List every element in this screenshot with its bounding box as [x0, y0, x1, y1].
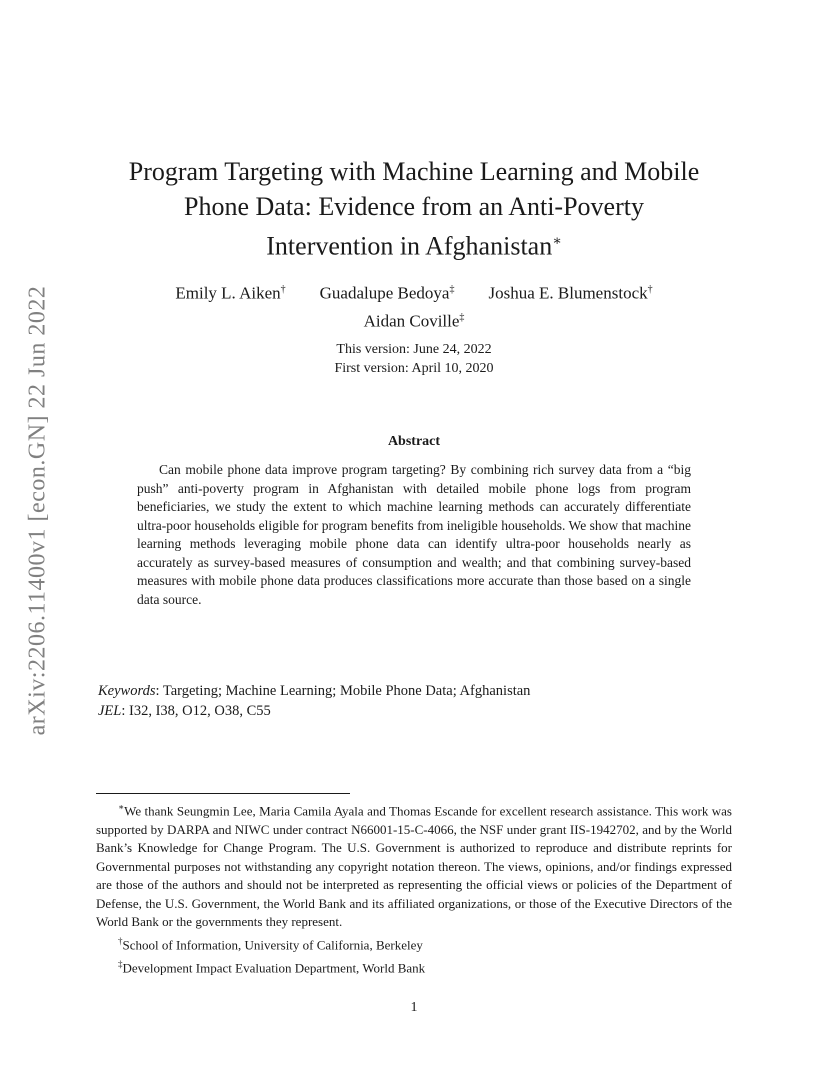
jel-label: JEL — [98, 703, 122, 719]
keywords-label: Keywords — [98, 683, 156, 699]
arxiv-identifier-stamp — [8, 230, 68, 790]
author-1: Emily L. Aiken† — [175, 283, 286, 303]
footnote-affiliation-worldbank: ‡Development Impact Evaluation Department, World Bank — [118, 958, 426, 975]
author-2: Guadalupe Bedoya‡ — [319, 283, 455, 303]
author-row-2 — [96, 306, 732, 334]
footnote-divider — [96, 793, 350, 794]
first-version: First version: April 10, 2020 — [334, 361, 494, 376]
jel-line — [98, 701, 734, 721]
title-line-3: Intervention in Afghanistan — [266, 231, 553, 261]
author-list — [96, 278, 732, 333]
footnote-acknowledgements: ∗We thank Seungmin Lee, Maria Camila Ayala and Thomas Escande for excellent research assistance. This work was supported by DARPA and NIWC under contract N66001-15-C-4066, the NSF under grant IIS-1942702, and by the World Bank’s Knowledge for Change Program. The U.S. Government is authorized to reproduce and distribute reprints for Governmental purposes not withstanding any copyright notation thereon. The views, opinions, and/or findings expressed are those of the authors and should not be interpreted as representing the official views or policies of the Department of Defense, the U.S. Government, the World Bank and its affiliated organizations, or those of the Executive Directors of the World Bank or the governments they represent. — [96, 802, 732, 930]
author-3: Joshua E. Blumenstock† — [488, 283, 653, 303]
this-version: This version: June 24, 2022 — [336, 342, 492, 357]
abstract-text: Can mobile phone data improve program targeting? By combining rich survey data from a “big push” anti-poverty program in Afghanistan with detailed mobile phone logs from program beneficiaries, we study the extent to which machine learning methods can accurately differentiate ultra-poor households eligible for program benefits from ineligible households. We show that machine learning methods leveraging mobile phone data can identify ultra-poor households nearly as accurately as survey-based measures of consumption and wealth; and that combining survey-based measures with mobile phone data produces classifications more accurate than those based on a single data source. — [137, 462, 691, 607]
abstract-heading: Abstract — [387, 434, 441, 449]
arxiv-identifier-text: arXiv:2206.11400v1 [econ.GN] 22 Jun 2022 — [24, 285, 51, 735]
title-footnote-mark: ∗ — [552, 234, 562, 249]
page-number: 1 — [410, 1000, 418, 1015]
keywords-line — [98, 681, 734, 701]
paper-title — [96, 154, 732, 264]
title-line-2: Phone Data: Evidence from an Anti-Poverty — [184, 192, 644, 221]
author-4: Aidan Coville‡ — [363, 311, 465, 331]
jel-value: : I32, I38, O12, O38, C55 — [121, 703, 271, 719]
footnote-affiliation-berkeley: †School of Information, University of California, Berkeley — [118, 935, 423, 953]
version-info — [96, 340, 732, 378]
author-row-1 — [96, 278, 732, 306]
title-line-1: Program Targeting with Machine Learning and Mobile — [128, 157, 700, 186]
keywords-value: : Targeting; Machine Learning; Mobile Phone Data; Afghanistan — [155, 683, 531, 699]
keywords-block — [98, 681, 734, 721]
footnotes — [96, 798, 732, 977]
